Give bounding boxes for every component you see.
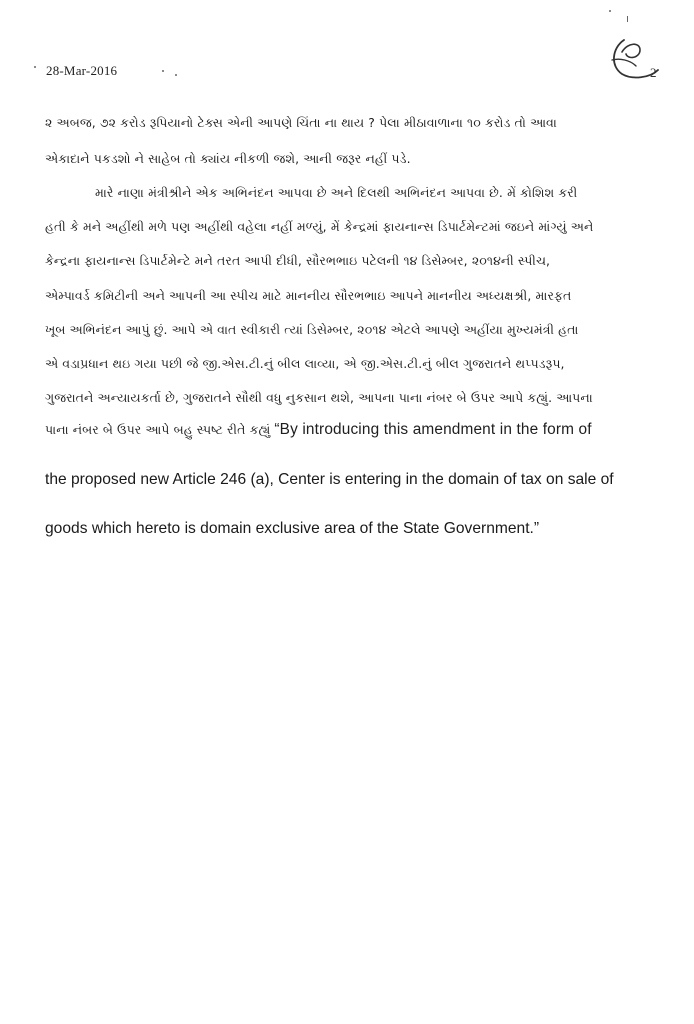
quote-start: “By introducing this amendment in the form of bbox=[274, 421, 592, 438]
body-line: કેન્દ્રના ફાયનાન્સ ડિપાર્ટમેન્ટે મને તરત આપી દીધી, સૌરભભાઇ પટેલની ૧૪ ડિસેમ્બર, ૨૦૧૪ની સ્પીચ, bbox=[45, 253, 551, 268]
scan-speck bbox=[609, 10, 611, 12]
body-line: ગુજરાતને અન્યાયકર્તા છે, ગુજરાતને સૌથી વધુ નુકસાન થશે, આપના પાના નંબર બે ઉપર આપે કહ્યું. આપના bbox=[45, 390, 593, 405]
body-line: એ વડાપ્રધાન થઇ ગયા પછી જે જી.એસ.ટી.નું બીલ લાવ્યા, એ જી.એસ.ટી.નું બીલ ગુજરાતને થપ્પડરૂપ, bbox=[45, 356, 565, 371]
page-number: 2 bbox=[650, 65, 657, 80]
body-line-gujarati-part: પાના નંબર બે ઉપર આપે બહુ સ્પષ્ટ રીતે કહ્યું bbox=[45, 422, 275, 437]
body-line: એમ્પાવર્ડ કમિટીની અને આપની આ સ્પીચ માટે માનનીય સૌરભભાઇ આપને માનનીય અધ્યક્ષશ્રી, મારફત bbox=[45, 288, 572, 303]
document-date: 28-Mar-2016 bbox=[46, 63, 118, 78]
body-line: ૨ અબજ, ૭૨ કરોડ રૂપિયાનો ટેક્સ એની આપણે ચિંતા ના થાય ? પેલા મીઠાવાળાના ૧૦ કરોડ તો આવા bbox=[45, 115, 557, 130]
scan-speck bbox=[627, 16, 628, 22]
scan-speck bbox=[34, 66, 36, 68]
quote-line: goods which hereto is domain exclusive area of the State Government.” bbox=[45, 520, 540, 537]
handwritten-initial-mark bbox=[606, 30, 664, 84]
body-line: મારે નાણા મંત્રીશ્રીને એક અભિનંદન આપવા છે અને દિલથી અભિનંદન આપવા છે. મેં કોશિશ કરી bbox=[95, 185, 578, 200]
quote-line: the proposed new Article 246 (a), Center is entering in the domain of tax on sale of bbox=[45, 471, 614, 488]
body-line: એકાદાને પકડશો ને સાહેબ તો ક્યાંય નીકળી જશે, આની જરૂર નહીં પડે. bbox=[45, 151, 411, 166]
body-line bbox=[45, 421, 592, 439]
scan-speck bbox=[162, 70, 164, 72]
scan-speck bbox=[175, 74, 177, 76]
body-line: ખૂબ અભિનંદન આપું છું. આપે એ વાત સ્વીકારી ત્યાં ડિસેમ્બર, ૨૦૧૪ એટલે આપણે અહીંયા મુખ્યમંત્રી હતા bbox=[45, 322, 579, 337]
body-line: હતી કે મને અહીંથી મળે પણ અહીંથી વહેલા નહીં મળ્યું, મેં કેન્દ્રમાં ફાયનાન્સ ડિપાર્ટમેન્ટમાં જઇને માંગ્યું અને bbox=[45, 219, 594, 234]
